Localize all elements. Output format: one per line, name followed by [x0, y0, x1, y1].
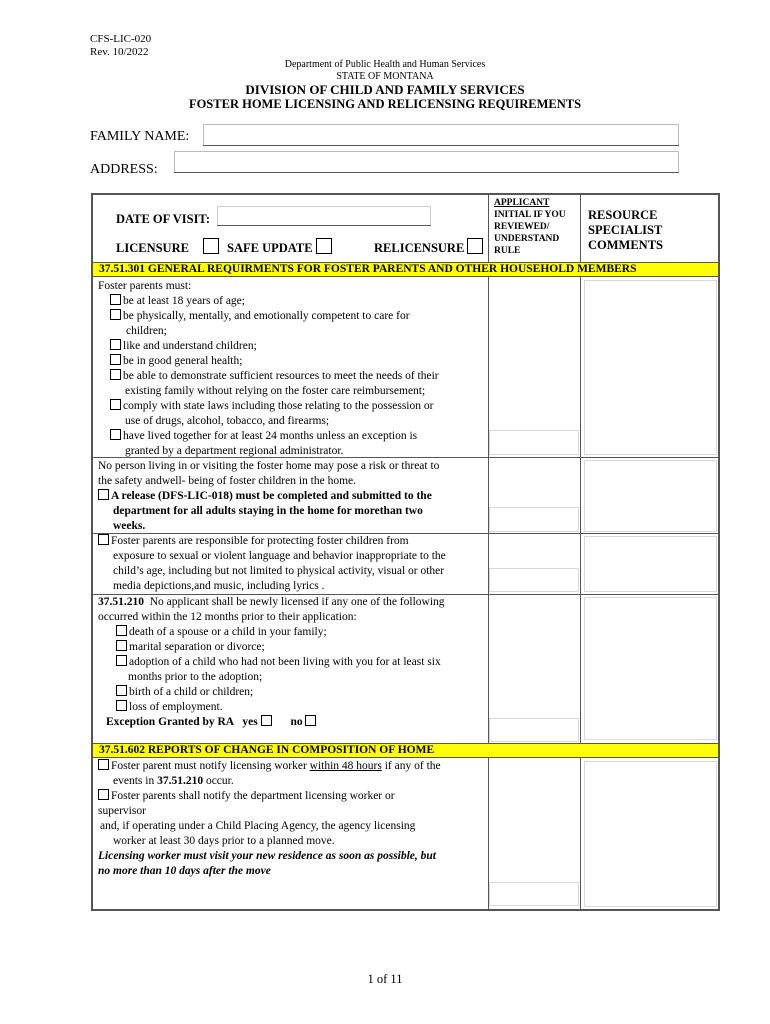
address-label: ADDRESS: [90, 162, 158, 177]
resource-column-header [588, 208, 663, 253]
form-title: FOSTER HOME LICENSING AND RELICENSING REQUIREMENTS [188, 97, 582, 111]
date-underline [217, 225, 431, 226]
resource-comment-field[interactable] [584, 460, 717, 532]
applicant-initial-field[interactable] [489, 882, 579, 906]
licensure-checkbox[interactable] [203, 238, 219, 254]
list-item: existing family without relying on the foster care reimbursement; [125, 385, 426, 397]
row1-intro: Foster parents must: [98, 280, 192, 292]
checkbox[interactable] [116, 700, 127, 711]
applicant-initial-field[interactable] [489, 507, 579, 532]
checkbox[interactable] [110, 294, 121, 305]
state-name: STATE OF MONTANA [336, 71, 434, 82]
safe-update-label: SAFE UPDATE [227, 241, 313, 255]
list-item: comply with state laws including those relating to the possession or [110, 399, 486, 414]
row3-text: Foster parents are responsible for protecting foster children from exposure to sexual or violent language and behavior inappropriate to the child’s age, including but not limited to physical activity, visual or other media depictions,and music, including lyrics . [98, 534, 486, 594]
relicensure-label: RELICENSURE [374, 241, 465, 255]
list-item: like and understand children; [110, 339, 486, 354]
applicant-header-line: UNDERSTAND [494, 234, 560, 244]
list-item: be able to demonstrate sufficient resources to meet the needs of their [110, 369, 486, 384]
revision: Rev. 10/2022 [90, 46, 149, 58]
applicant-header-line: APPLICANT [494, 198, 550, 208]
family-name-underline [203, 145, 679, 146]
checkbox[interactable] [110, 354, 121, 365]
resource-comment-field[interactable] [584, 761, 717, 907]
list-item: granted by a department regional administrator. [125, 445, 344, 457]
checkbox[interactable] [98, 534, 109, 545]
resource-header-line: RESOURCE [588, 208, 658, 222]
family-name-label: FAMILY NAME: [90, 129, 190, 144]
no-checkbox[interactable] [305, 715, 316, 726]
resource-header-line: COMMENTS [588, 238, 663, 252]
exception-label: Exception Granted by RA [106, 716, 234, 728]
address-field[interactable] [174, 151, 679, 173]
yes-checkbox[interactable] [261, 715, 272, 726]
resource-comment-field[interactable] [584, 536, 717, 592]
applicant-header-line: REVIEWED/ [494, 222, 550, 232]
checkbox[interactable] [110, 339, 121, 350]
column-divider-1 [488, 195, 489, 909]
form-id: CFS-LIC-020 [90, 33, 152, 45]
checkbox[interactable] [116, 640, 127, 651]
date-of-visit-field[interactable] [217, 206, 431, 226]
address-underline [174, 172, 679, 173]
family-name-field[interactable] [203, 124, 679, 146]
checkbox[interactable] [116, 685, 127, 696]
resource-header-line: SPECIALIST [588, 223, 663, 237]
resource-comment-field[interactable] [584, 280, 717, 455]
checkbox[interactable] [110, 309, 121, 320]
division-title: DIVISION OF CHILD AND FAMILY SERVICES [245, 82, 525, 97]
safe-update-checkbox[interactable] [316, 238, 332, 254]
applicant-column-header [494, 197, 566, 257]
column-divider-2 [580, 195, 581, 909]
list-item: use of drugs, alcohol, tobacco, and firearms; [125, 415, 330, 427]
section-header-37-51-602: 37.51.602 REPORTS OF CHANGE IN COMPOSITION OF HOME [93, 743, 718, 758]
page-number: 1 of 11 [367, 972, 403, 986]
checkbox[interactable] [110, 369, 121, 380]
checkbox[interactable] [110, 429, 121, 440]
list-item: be at least 18 years of age; [110, 294, 486, 309]
department-name: Department of Public Health and Human Services [284, 59, 486, 70]
list-item: be physically, mentally, and emotionally competent to care for [110, 309, 486, 324]
applicant-header-line: RULE [494, 246, 521, 256]
checkbox[interactable] [98, 489, 109, 500]
row-divider [93, 457, 718, 458]
list-item: children; [126, 325, 167, 337]
checkbox[interactable] [116, 625, 127, 636]
applicant-header-line: INITIAL IF YOU [494, 210, 566, 220]
row4-text: 37.51.210 No applicant shall be newly licensed if any one of the following occurred within the 12 months prior to their application: death of a spouse or a child in your family; marital separation or divorce; adoption of a child who had not been living with you for at least six months prior to the adoption; birth of a child or children; loss of employment. Exception Granted by RA yes no [98, 596, 445, 728]
checkbox[interactable] [98, 789, 109, 800]
row2-text: No person living in or visiting the foster home may pose a risk or threat to the safety andwell- being of foster children in the home. A release (DFS-LIC-018) must be completed and submitted to the department for all adults staying in the home for morethan two weeks. [98, 460, 440, 532]
date-of-visit-label: DATE OF VISIT: [116, 212, 211, 226]
licensure-label: LICENSURE [116, 241, 189, 255]
checkbox[interactable] [98, 759, 109, 770]
section-header-37-51-301: 37.51.301 GENERAL REQUIRMENTS FOR FOSTER PARENTS AND OTHER HOUSEHOLD MEMBERS [93, 262, 718, 277]
section2-text: Foster parent must notify licensing worker within 48 hours if any of the events in 37.51.210 occur. Foster parents shall notify the department licensing worker or supervisor and, if operating under a Child Placing Agency, the agency licensing worker at least 30 days prior to a planned move. Licensing worker must visit your new residence as soon as possible, but no more than 10 days after the move [98, 760, 441, 877]
resource-comment-field[interactable] [584, 597, 717, 740]
list-item: have lived together for at least 24 months unless an exception is [110, 429, 486, 444]
applicant-initial-field[interactable] [489, 718, 579, 742]
list-item: be in good general health; [110, 354, 486, 369]
row1-list [110, 294, 486, 459]
applicant-initial-field[interactable] [489, 430, 579, 455]
relicensure-checkbox[interactable] [467, 238, 483, 254]
applicant-initial-field[interactable] [489, 568, 579, 592]
checkbox[interactable] [116, 655, 127, 666]
checkbox[interactable] [110, 399, 121, 410]
